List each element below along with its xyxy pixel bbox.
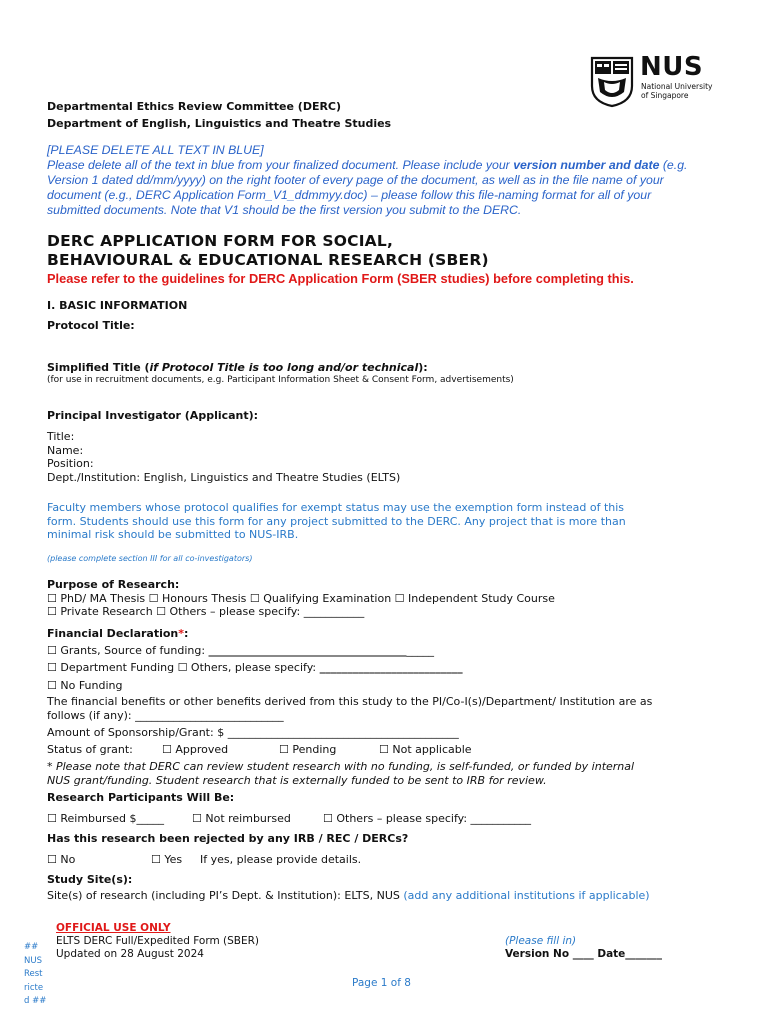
exempt-note: Faculty members whose protocol qualifies for exempt status may use the exemption form instead of this form. Students should use this form for any project submitted to the DERC. Any project that is more than minimal risk should be submitted to NUS-IRB.	[47, 501, 626, 541]
financial-label: Financial Declaration*:	[47, 627, 189, 640]
benefits-text: The financial benefits or other benefits derived from this study to the PI/Co-I(s)/Department/ Institution are as follows (if any): ___________________________	[47, 695, 653, 722]
rejected-yes-checkbox[interactable]: ☐ Yes	[151, 853, 183, 866]
footer-updated: Updated on 28 August 2024	[56, 948, 204, 960]
purpose-options-row1[interactable]: ☐ PhD/ MA Thesis ☐ Honours Thesis ☐ Qualifying Examination ☐ Independent Study Course	[47, 592, 555, 605]
footer-version-date[interactable]: Version No ____ Date_______	[505, 948, 663, 960]
pi-details	[47, 430, 400, 484]
logo-wordmark: NUS	[640, 52, 704, 82]
pi-title: Title:	[47, 430, 75, 443]
simplified-title-label: Simplified Title (if Protocol Title is too long and/or technical):	[47, 361, 428, 374]
participants-label: Research Participants Will Be:	[47, 791, 235, 804]
sponsorship-amount[interactable]: Amount of Sponsorship/Grant: $ __________________________________________	[47, 726, 459, 739]
nus-logo	[590, 52, 722, 108]
study-site-text: Site(s) of research (including PI’s Dept. & Institution): ELTS, NUS (add any additional institutions if applicable)	[47, 889, 650, 902]
rejected-no-checkbox[interactable]: ☐ No	[47, 853, 76, 866]
nus-crest-icon	[590, 56, 634, 108]
purpose-label: Purpose of Research:	[47, 578, 180, 591]
pi-position: Position:	[47, 457, 94, 470]
study-site-label: Study Site(s):	[47, 873, 133, 886]
footer-fill-in: (Please fill in)	[505, 935, 577, 947]
simplified-title-note: (for use in recruitment documents, e.g. Participant Information Sheet & Consent Form, advertisements)	[47, 375, 514, 385]
footer-form-name: ELTS DERC Full/Expedited Form (SBER)	[56, 935, 260, 947]
status-approved-checkbox[interactable]: ☐ Approved	[162, 743, 229, 756]
reimbursed-checkbox[interactable]: ☐ Reimbursed $_____	[47, 812, 164, 825]
funding-department[interactable]: ☐ Department Funding ☐ Others, please specify: __________________________	[47, 661, 463, 674]
funding-note: * Please note that DERC can review student research with no funding, is self-funded, or funded by internal NUS grant/funding. Student research that is externally funded to be sent to IRB for review.	[47, 760, 635, 787]
grant-status-label: Status of grant:	[47, 743, 133, 756]
purpose-options-row2[interactable]: ☐ Private Research ☐ Others – please specify: ___________	[47, 605, 365, 618]
pi-label: Principal Investigator (Applicant):	[47, 409, 259, 422]
status-na-checkbox[interactable]: ☐ Not applicable	[379, 743, 472, 756]
section-heading-basic-info: I. BASIC INFORMATION	[47, 299, 188, 312]
funding-none[interactable]: ☐ No Funding	[47, 679, 123, 692]
status-pending-checkbox[interactable]: ☐ Pending	[279, 743, 337, 756]
not-reimbursed-checkbox[interactable]: ☐ Not reimbursed	[192, 812, 291, 825]
pi-name: Name:	[47, 443, 84, 457]
pi-dept: Dept./Institution: English, Linguistics and Theatre Studies (ELTS)	[47, 470, 401, 484]
form-title: DERC APPLICATION FORM FOR SOCIAL, BEHAVIOURAL & EDUCATIONAL RESEARCH (SBER)	[47, 232, 489, 269]
rejected-label: Has this research been rejected by any IRB / REC / DERCs?	[47, 832, 409, 845]
protocol-title-label: Protocol Title:	[47, 319, 135, 332]
version-emphasis: version number and date	[513, 158, 660, 172]
department-name: Department of English, Linguistics and Theatre Studies	[47, 117, 392, 130]
instructions-block: [PLEASE DELETE ALL TEXT IN BLUE] Please delete all of the text in blue from your finalized document. Please include your version number and date (e.g. Version 1 dated dd/mm/yyyy) on the right footer of every page of the document, as well as in the file name of your document (e.g., DERC Application Form_V1_ddmmyy.doc) – please follow this file-naming format for all of your submitted documents. Note that V1 should be the first version you submit to the DERC.	[47, 143, 688, 217]
page-number: Page 1 of 8	[352, 977, 411, 989]
participants-others-checkbox[interactable]: ☐ Others – please specify: ___________	[323, 812, 532, 825]
guideline-note: Please refer to the guidelines for DERC Application Form (SBER studies) before completing this.	[47, 271, 634, 286]
funding-grants[interactable]: ☐ Grants, Source of funding: _________________________________________	[47, 644, 435, 657]
restricted-marker: ## NUS Rest ricte d ##	[24, 942, 47, 1006]
committee-name: Departmental Ethics Review Committee (DERC)	[47, 100, 342, 113]
official-use-label: OFFICIAL USE ONLY	[56, 922, 171, 934]
co-investigator-note: (please complete section III for all co-investigators)	[47, 554, 253, 563]
logo-subtitle: National University of Singapore	[641, 82, 713, 100]
rejected-details-note: If yes, please provide details.	[200, 853, 362, 866]
